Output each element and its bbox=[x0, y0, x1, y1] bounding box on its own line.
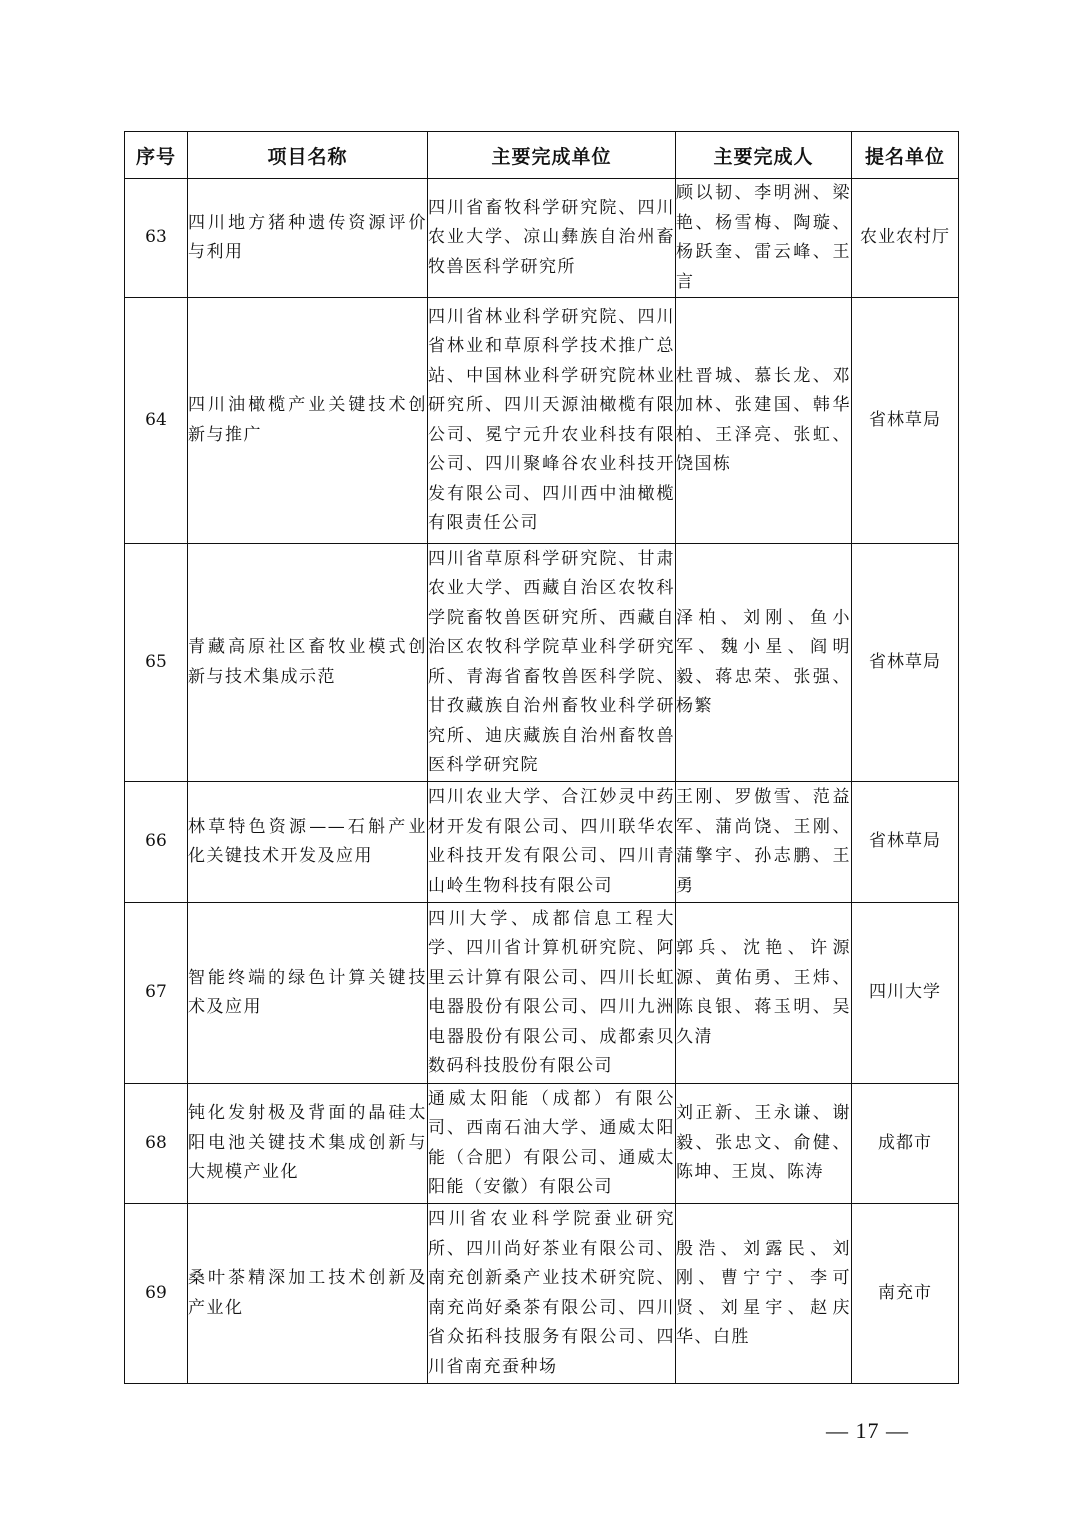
table-row bbox=[125, 298, 959, 544]
table-row bbox=[125, 782, 959, 903]
project-name: 林草特色资源——石斛产业化关键技术开发及应用 bbox=[188, 782, 428, 903]
main-people: 泽柏、刘刚、鱼小军、魏小星、阎明毅、蒋忠荣、张强、杨繁 bbox=[676, 544, 852, 782]
main-units: 四川省草原科学研究院、甘肃农业大学、西藏自治区农牧科学院畜牧兽医研究所、西藏自治区农牧科学院草业科学研究所、青海省畜牧兽医科学院、甘孜藏族自治州畜牧业科学研究所、迪庆藏族自治州畜牧兽医科学研究院 bbox=[428, 544, 676, 782]
row-number: 69 bbox=[125, 1204, 188, 1384]
main-people: 顾以韧、李明洲、梁艳、杨雪梅、陶璇、杨跃奎、雷云峰、王言 bbox=[676, 179, 852, 298]
row-number: 65 bbox=[125, 544, 188, 782]
nominating-unit: 成都市 bbox=[852, 1084, 959, 1204]
header-nominator: 提名单位 bbox=[852, 132, 959, 179]
nominating-unit: 农业农村厅 bbox=[852, 179, 959, 298]
table-row bbox=[125, 544, 959, 782]
main-people: 王刚、罗傲雪、范益军、蒲尚饶、王刚、蒲擎宇、孙志鹏、王勇 bbox=[676, 782, 852, 903]
project-name: 钝化发射极及背面的晶硅太阳电池关键技术集成创新与大规模产业化 bbox=[188, 1084, 428, 1204]
table-row bbox=[125, 179, 959, 298]
nominating-unit: 省林草局 bbox=[852, 782, 959, 903]
row-number: 67 bbox=[125, 903, 188, 1084]
nominating-unit: 四川大学 bbox=[852, 903, 959, 1084]
main-people: 刘正新、王永谦、谢毅、张忠文、俞健、陈坤、王岚、陈涛 bbox=[676, 1084, 852, 1204]
row-number: 64 bbox=[125, 298, 188, 544]
page-number: — 17 — bbox=[826, 1418, 909, 1443]
row-number: 63 bbox=[125, 179, 188, 298]
header-units: 主要完成单位 bbox=[428, 132, 676, 179]
main-people: 郭兵、沈艳、许源源、黄佑勇、王炜、陈良银、蒋玉明、吴久清 bbox=[676, 903, 852, 1084]
table-row bbox=[125, 903, 959, 1084]
table-row bbox=[125, 1204, 959, 1384]
nominating-unit: 省林草局 bbox=[852, 298, 959, 544]
main-units: 四川省畜牧科学研究院、四川农业大学、凉山彝族自治州畜牧兽医科学研究所 bbox=[428, 179, 676, 298]
header-no: 序号 bbox=[125, 132, 188, 179]
main-units: 通威太阳能（成都）有限公司、西南石油大学、通威太阳能（合肥）有限公司、通威太阳能（安徽）有限公司 bbox=[428, 1084, 676, 1204]
header-people: 主要完成人 bbox=[676, 132, 852, 179]
main-units: 四川省农业科学院蚕业研究所、四川尚好茶业有限公司、南充创新桑产业技术研究院、南充尚好桑茶有限公司、四川省众拓科技服务有限公司、四川省南充蚕种场 bbox=[428, 1204, 676, 1384]
project-name: 四川地方猪种遗传资源评价与利用 bbox=[188, 179, 428, 298]
main-units: 四川大学、成都信息工程大学、四川省计算机研究院、阿里云计算有限公司、四川长虹电器股份有限公司、四川九洲电器股份有限公司、成都索贝数码科技股份有限公司 bbox=[428, 903, 676, 1084]
main-people: 殷浩、刘露民、刘刚、曹宁宁、李可贤、刘星宇、赵庆华、白胜 bbox=[676, 1204, 852, 1384]
awards-table bbox=[124, 131, 959, 1384]
header-row bbox=[125, 132, 959, 179]
table-row bbox=[125, 1084, 959, 1204]
main-people: 杜晋城、慕长龙、邓加林、张建国、韩华柏、王泽亮、张虹、饶国栋 bbox=[676, 298, 852, 544]
project-name: 青藏高原社区畜牧业模式创新与技术集成示范 bbox=[188, 544, 428, 782]
row-number: 66 bbox=[125, 782, 188, 903]
nominating-unit: 南充市 bbox=[852, 1204, 959, 1384]
project-name: 四川油橄榄产业关键技术创新与推广 bbox=[188, 298, 428, 544]
project-name: 智能终端的绿色计算关键技术及应用 bbox=[188, 903, 428, 1084]
row-number: 68 bbox=[125, 1084, 188, 1204]
header-project: 项目名称 bbox=[188, 132, 428, 179]
project-name: 桑叶茶精深加工技术创新及产业化 bbox=[188, 1204, 428, 1384]
main-units: 四川省林业科学研究院、四川省林业和草原科学技术推广总站、中国林业科学研究院林业研究所、四川天源油橄榄有限公司、冕宁元升农业科技有限公司、四川聚峰谷农业科技开发有限公司、四川西中油橄榄有限责任公司 bbox=[428, 298, 676, 544]
main-units: 四川农业大学、合江妙灵中药材开发有限公司、四川联华农业科技开发有限公司、四川青山岭生物科技有限公司 bbox=[428, 782, 676, 903]
nominating-unit: 省林草局 bbox=[852, 544, 959, 782]
